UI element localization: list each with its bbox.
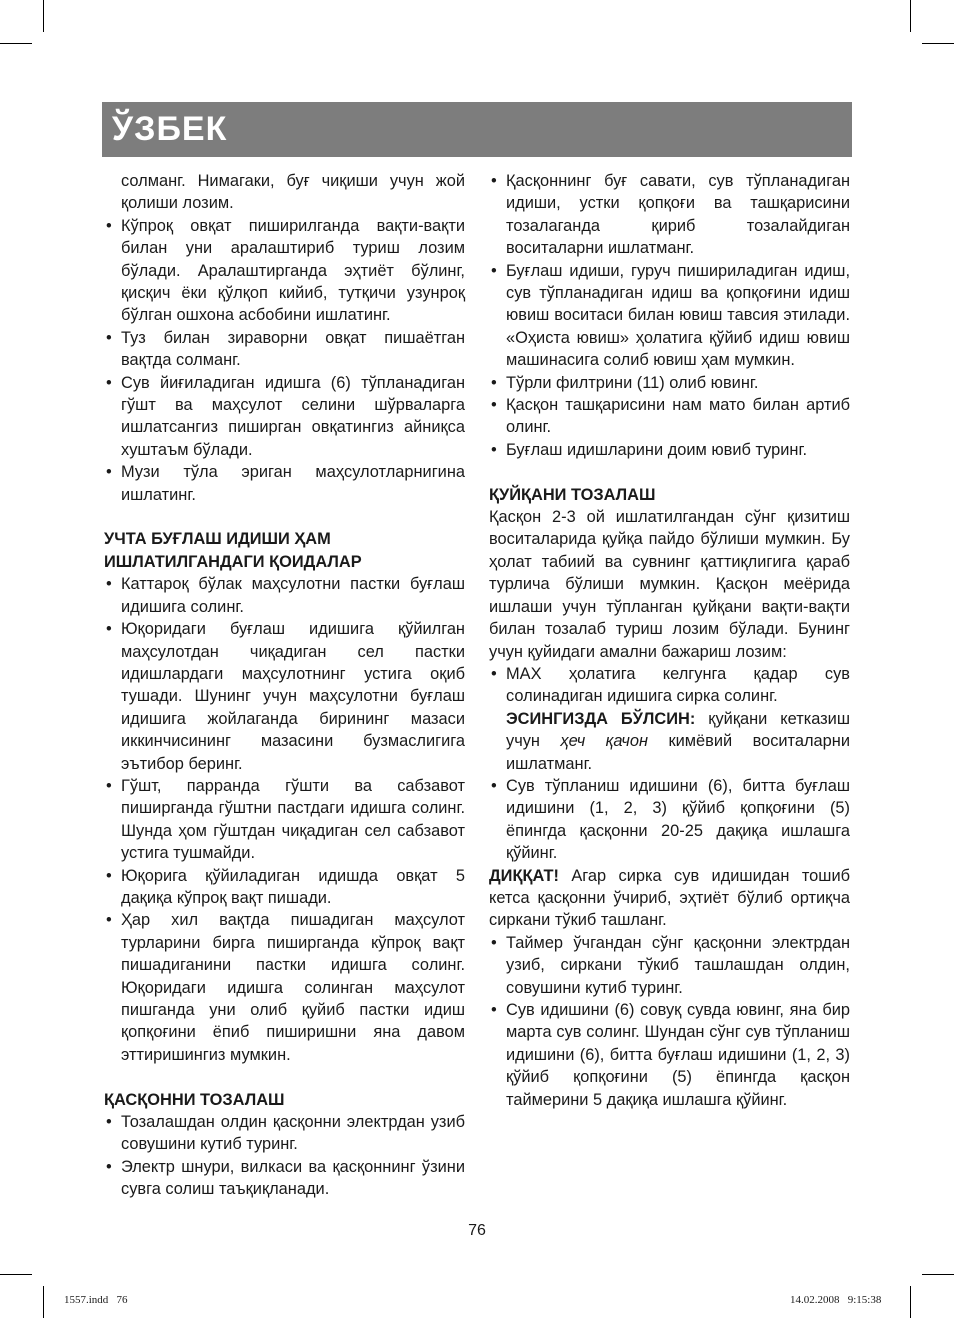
footer-file-info: 1557.indd 76 (64, 1294, 128, 1306)
bullet-list (489, 775, 850, 865)
bullet-list (489, 170, 850, 461)
page-title: ЎЗБЕК (112, 110, 228, 148)
reminder-note (489, 708, 850, 775)
crop-mark (43, 1286, 44, 1318)
list-item: • Тўрли филтрини (11) олиб ювинг. (489, 372, 850, 394)
intro-paragraph: солманг. Нимагаки, буғ чиқиши учун жой қолиши лозим. (121, 172, 465, 213)
right-column (489, 170, 850, 1111)
list-item: • Музи тўла эриган маҳсулотларнигина ишлатинг. (104, 461, 465, 506)
left-column (104, 170, 465, 1201)
bullet-list (104, 1111, 465, 1201)
list-item: • Сув йиғиладиган идишга (6) тўпланадиган гўшт ва маҳсулот селини шўрваларга ишлатсангиз пиширган овқатингиз айниқса хуштаъм бўлади. (104, 372, 465, 462)
attention-label: ДИҚҚАТ! (489, 866, 559, 885)
list-item: • Қасқоннинг буғ савати, сув тўпланадиган идиши, устки қопқоғи ва ташқарисини тозалаганда қириб тозалайдиган воситаларни ишлатманг. (489, 170, 850, 260)
list-item: • Юқорига қўйиладиган идишда овқат 5 дақиқа кўпроқ вақт пишади. (104, 865, 465, 910)
list-item: • Қасқон ташқарисини нам мато билан артиб олинг. (489, 394, 850, 439)
list-item: • Гўшт, парранда гўшти ва сабзавот пиширганда гўштни пастдаги идишга солинг. Шунда ҳом гўштдан чиқадиган сел сабзавот устига тушмайди. (104, 775, 465, 865)
section-heading-line: УЧТА БУҒЛАШ ИДИШИ ҲАМ (104, 530, 331, 549)
footer-timestamp: 14.02.2008 9:15:38 (790, 1294, 882, 1306)
reminder-label: ЭСИНГИЗДА БЎЛСИН: (506, 709, 696, 728)
list-item: • Электр шнури, вилкаси ва қасқоннинг ўзини сувга солиш таъқиқланади. (104, 1156, 465, 1201)
bullet-list (104, 215, 465, 506)
list-item: • Тозалашдан олдин қасқонни электрдан узиб совушини кутиб туринг. (104, 1111, 465, 1156)
page-number: 76 (468, 1222, 486, 1239)
crop-mark (922, 43, 954, 44)
section-heading: ҚУЙҚАНИ ТОЗАЛАШ (489, 485, 656, 504)
attention-text: Агар сирка сув идишидан тошиб кетса қасқонни ўчириб, эҳтиёт бўлиб ортиқча сиркани тўкиб ташланг. (489, 866, 850, 930)
list-item: • MAX ҳолатига келгунга қадар сув солинадиган идишига сирка солинг. (489, 663, 850, 708)
bullet-list (104, 573, 465, 1066)
list-item: • Таймер ўчгандан сўнг қасқонни электрдан узиб, сиркани тўкиб ташлашдан олдин, совушини кутиб туринг. (489, 932, 850, 999)
reminder-text: қуйқани кетказиш учун (506, 709, 850, 751)
reminder-text: кимёвий воситаларни ишлатманг. (506, 732, 850, 773)
attention-note (489, 865, 850, 932)
list-item: • Каттароқ бўлак маҳсулотни пастки буғлаш идишига солинг. (104, 573, 465, 618)
descaling-paragraph: Қасқон 2-3 ой ишлатилгандан сўнг қизитиш воситаларида қуйқа пайдо бўлиши мумкин. Бу ҳолат табиий ва сувнинг қаттиқлигига қараб турлича бўлиши мумкин. Қасқон меёрида ишлаши учун тўпланган қуйқани вақти-вақти билан тозалаб туриш лозим бўлади. Бунинг учун қуйидаги амални бажариш лозим: (489, 508, 850, 661)
section-heading-line: ИШЛАТИЛГАНДАГИ ҚОИДАЛАР (104, 552, 362, 571)
list-item: • Кўпроқ овқат пиширилганда вақти-вақти билан уни аралаштириб туриш лозим бўлади. Аралаштирганда эҳтиёт бўлинг, қисқич ёки қўлқоп кийиб, тутқичи узунроқ бўлган ошхона асбобини ишлатинг. (104, 215, 465, 327)
crop-mark (43, 0, 44, 32)
section-heading: ҚАСҚОННИ ТОЗАЛАШ (104, 1090, 285, 1109)
list-item: • Ҳар хил вақтда пишадиган маҳсулот турларини бирга пиширганда кўпроқ вақт пишадиганини пастки идишга солинг. Юқоридаги идишга солинган маҳсулот пишганда уни олиб қуйиб пастки идиш қопқоғини ёпиб пиширишни яна давом эттиришингиз мумкин. (104, 909, 465, 1066)
crop-mark (910, 1286, 911, 1318)
crop-mark (0, 43, 32, 44)
list-item: • Туз билан зираворни овқат пишаётган вақтда солманг. (104, 327, 465, 372)
bullet-list (489, 932, 850, 1111)
section-heading (104, 528, 465, 573)
list-item: • Сув тўпланиш идишини (6), битта буғлаш идишини (1, 2, 3) қўйиб қопқоғини (5) ёпингда қасқонни 20-25 дақиқа ишлашга қўйинг. (489, 775, 850, 865)
crop-mark (0, 1274, 32, 1275)
bullet-list (489, 663, 850, 708)
crop-mark (910, 0, 911, 32)
list-item: • Юқоридаги буғлаш идишига қўйилган маҳсулотдан чиқадиган сел пастки идишлардаги маҳсулотнинг устига оқиб тушади. Шунинг учун маҳсулотни буғлаш идишига жойлаганда бирининг мазаси иккинчисининг мазасини бузмаслигига эътибор беринг. (104, 618, 465, 775)
list-item: • Сув идишини (6) совуқ сувда ювинг, яна бир марта сув солинг. Шундан сўнг сув тўпланиш идишини (6), битта буғлаш идишини (1, 2, 3) қўйиб қопқоғини (5) ёпингда қасқон таймерини 5 дақиқа ишлашга қўйинг. (489, 999, 850, 1111)
list-item: • Буғлаш идишларини доим ювиб туринг. (489, 439, 850, 461)
crop-mark (922, 1274, 954, 1275)
reminder-emphasis: ҳеч қачон (560, 732, 649, 751)
list-item: • Буғлаш идиши, гуруч пишириладиган идиш, сув тўпланадиган идиш ва қопқоғини идиш ювиш воситаси билан ювиш тавсия этилади. «Оҳиста ювиш» ҳолатига қўйиб идиш ювиш машинасига солиб ювиш ҳам мумкин. (489, 260, 850, 372)
language-header-bar (102, 102, 852, 157)
